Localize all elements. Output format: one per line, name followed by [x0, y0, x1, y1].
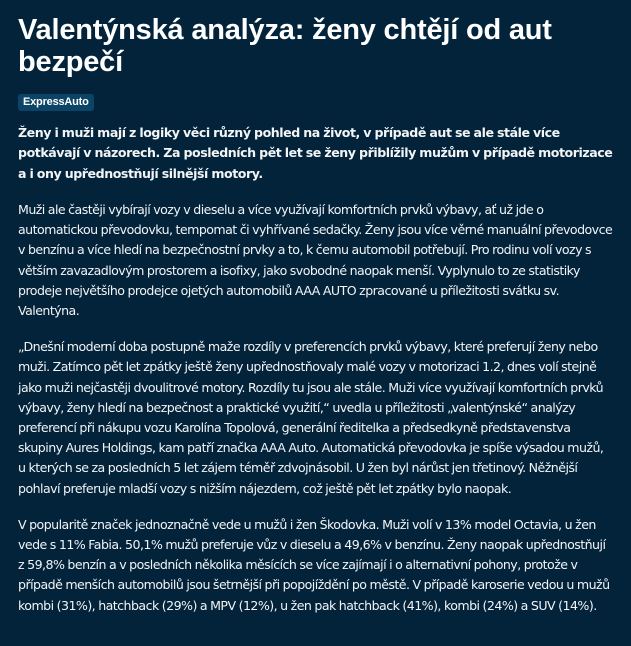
article-lead: Ženy i muži mají z logiky věci různý pohled na život, v případě aut se ale stále více potkávají v názorech. Za posledních pět let se ženy přiblížily mužům v případě motorizace a i ony upřednostňují silnější motory. — [18, 125, 613, 181]
source-badge[interactable]: ExpressAuto — [18, 94, 94, 111]
article-paragraph-1: Muži ale častěji vybírají vozy v dieselu a více využívají komfortních prvků výbavy, ať už jde o automatickou převodovku, tempomat či vyhřívané sedačky. Ženy jsou více věrné manuální převodovce v benzínu a více hledí na bezpečnostní prvky a to, k čemu automobil potřebují. Pro rodinu volí vozy s větším zavazadlovým prostorem a isofixy, jako svobodné naopak menší. Vyplynulo to ze statistiky prodeje největšího prodejce ojetých automobilů AAA AUTO zpracované u příležitosti svátku sv. Valentýna. — [18, 201, 613, 318]
article-paragraph-2: „Dnešní moderní doba postupně maže rozdíly v preferencích prvků výbavy, které preferují ženy nebo muži. Zatímco pět let zpátky ještě ženy upřednostňovaly malé vozy v motorizaci 1.2, dnes volí stejně jako muži nejčastěji dvoulitrové motory. Rozdíly tu jsou ale stále. Muži více využívají komfortních prvků výbavy, ženy hledí na bezpečnost a praktické využití,“ uvedla u příležitosti „valentýnské“ analýzy preferencí při nákupu vozu Karolína Topolová, generální ředitelka a předsedkyně představenstva skupiny Aures Holdings, kam patří značka AAA Auto. Automatická převodovka je spíše výsadou mužů, u kterých se za posledních 5 let zájem téměř zdvojnásobil. U žen byl nárůst jen třetinový. Něžnější pohlaví preferuje mladší vozy s nižším nájezdem, což ještě pět let zpátky bylo naopak. — [18, 339, 604, 496]
article-title: Valentýnská analýza: ženy chtějí od aut bezpečí — [18, 14, 552, 78]
article-paragraph-3: V popularitě značek jednoznačně vede u mužů i žen Škodovka. Muži volí v 13% model Octavia, u žen vede s 11% Fabia. 50,1% mužů preferuje vůz v dieselu a 49,6% v benzínu. Ženy naopak upřednostňují z 59,8% benzín a v posledních několika měsících se více zajímají i o alternativní pohony, protože v případě menších automobilů jsou šetrnější při popojíždění po městě. V případě karoserie vedou u mužů kombi (31%), hatchback (29%) a MPV (12%), u žen pak hatchback (41%), kombi (24%) a SUV (14%). — [18, 516, 610, 613]
